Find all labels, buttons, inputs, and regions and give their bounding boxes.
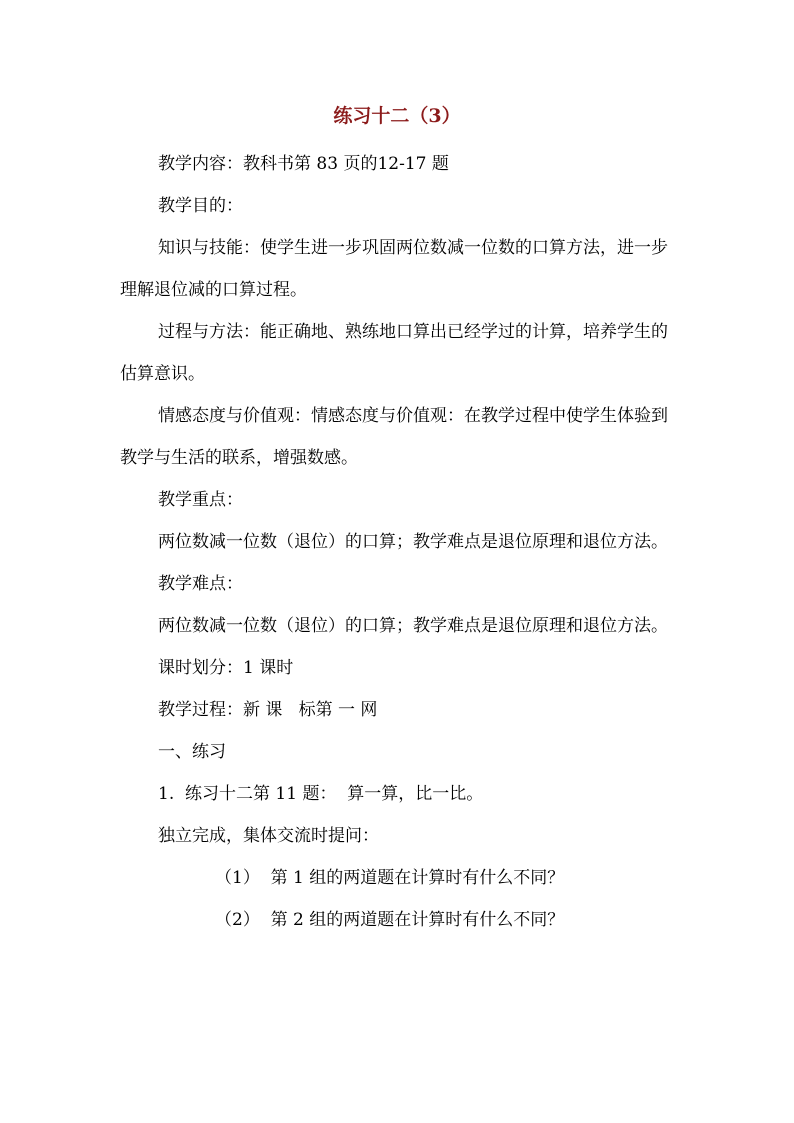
paragraph-key-points: 两位数减一位数（退位）的口算；教学难点是退位原理和退位方法。 [158, 532, 668, 552]
paragraph-knowledge-skills: 知识与技能：使学生进一步巩固两位数减一位数的口算方法，进一步理解退位减的口算过程。 [120, 238, 668, 300]
paragraph-question-1: （1） 第 1 组的两道题在计算时有什么不同？ [215, 868, 565, 888]
paragraph-teaching-process: 教学过程：新 课 标第 一 网 [158, 700, 378, 720]
paragraph-question-2: （2） 第 2 组的两道题在计算时有什么不同？ [215, 910, 565, 930]
paragraph-class-hours: 课时划分：1 课时 [158, 658, 294, 678]
paragraph-independent-work: 独立完成，集体交流时提问： [158, 826, 379, 846]
document-title: 练习十二（3） [333, 105, 461, 127]
paragraph-teaching-content: 教学内容：教科书第 83 页的12-17 题 [158, 154, 449, 174]
paragraph-key-points-heading: 教学重点： [158, 490, 243, 510]
paragraph-exercise-1: 1. 练习十二第 11 题： 算一算，比一比。 [158, 784, 484, 804]
paragraph-difficulties-heading: 教学难点： [158, 574, 243, 594]
document-body [120, 143, 680, 941]
paragraph-difficulties: 两位数减一位数（退位）的口算；教学难点是退位原理和退位方法。 [158, 616, 668, 636]
paragraph-teaching-objectives: 教学目的： [158, 196, 243, 216]
paragraph-emotional-attitude: 情感态度与价值观：情感态度与价值观：在教学过程中使学生体验到教学与生活的联系，增强数感。 [120, 406, 668, 468]
paragraph-process-methods: 过程与方法：能正确地、熟练地口算出已经学过的计算，培养学生的估算意识。 [120, 322, 668, 384]
paragraph-section-practice: 一、练习 [158, 742, 226, 762]
